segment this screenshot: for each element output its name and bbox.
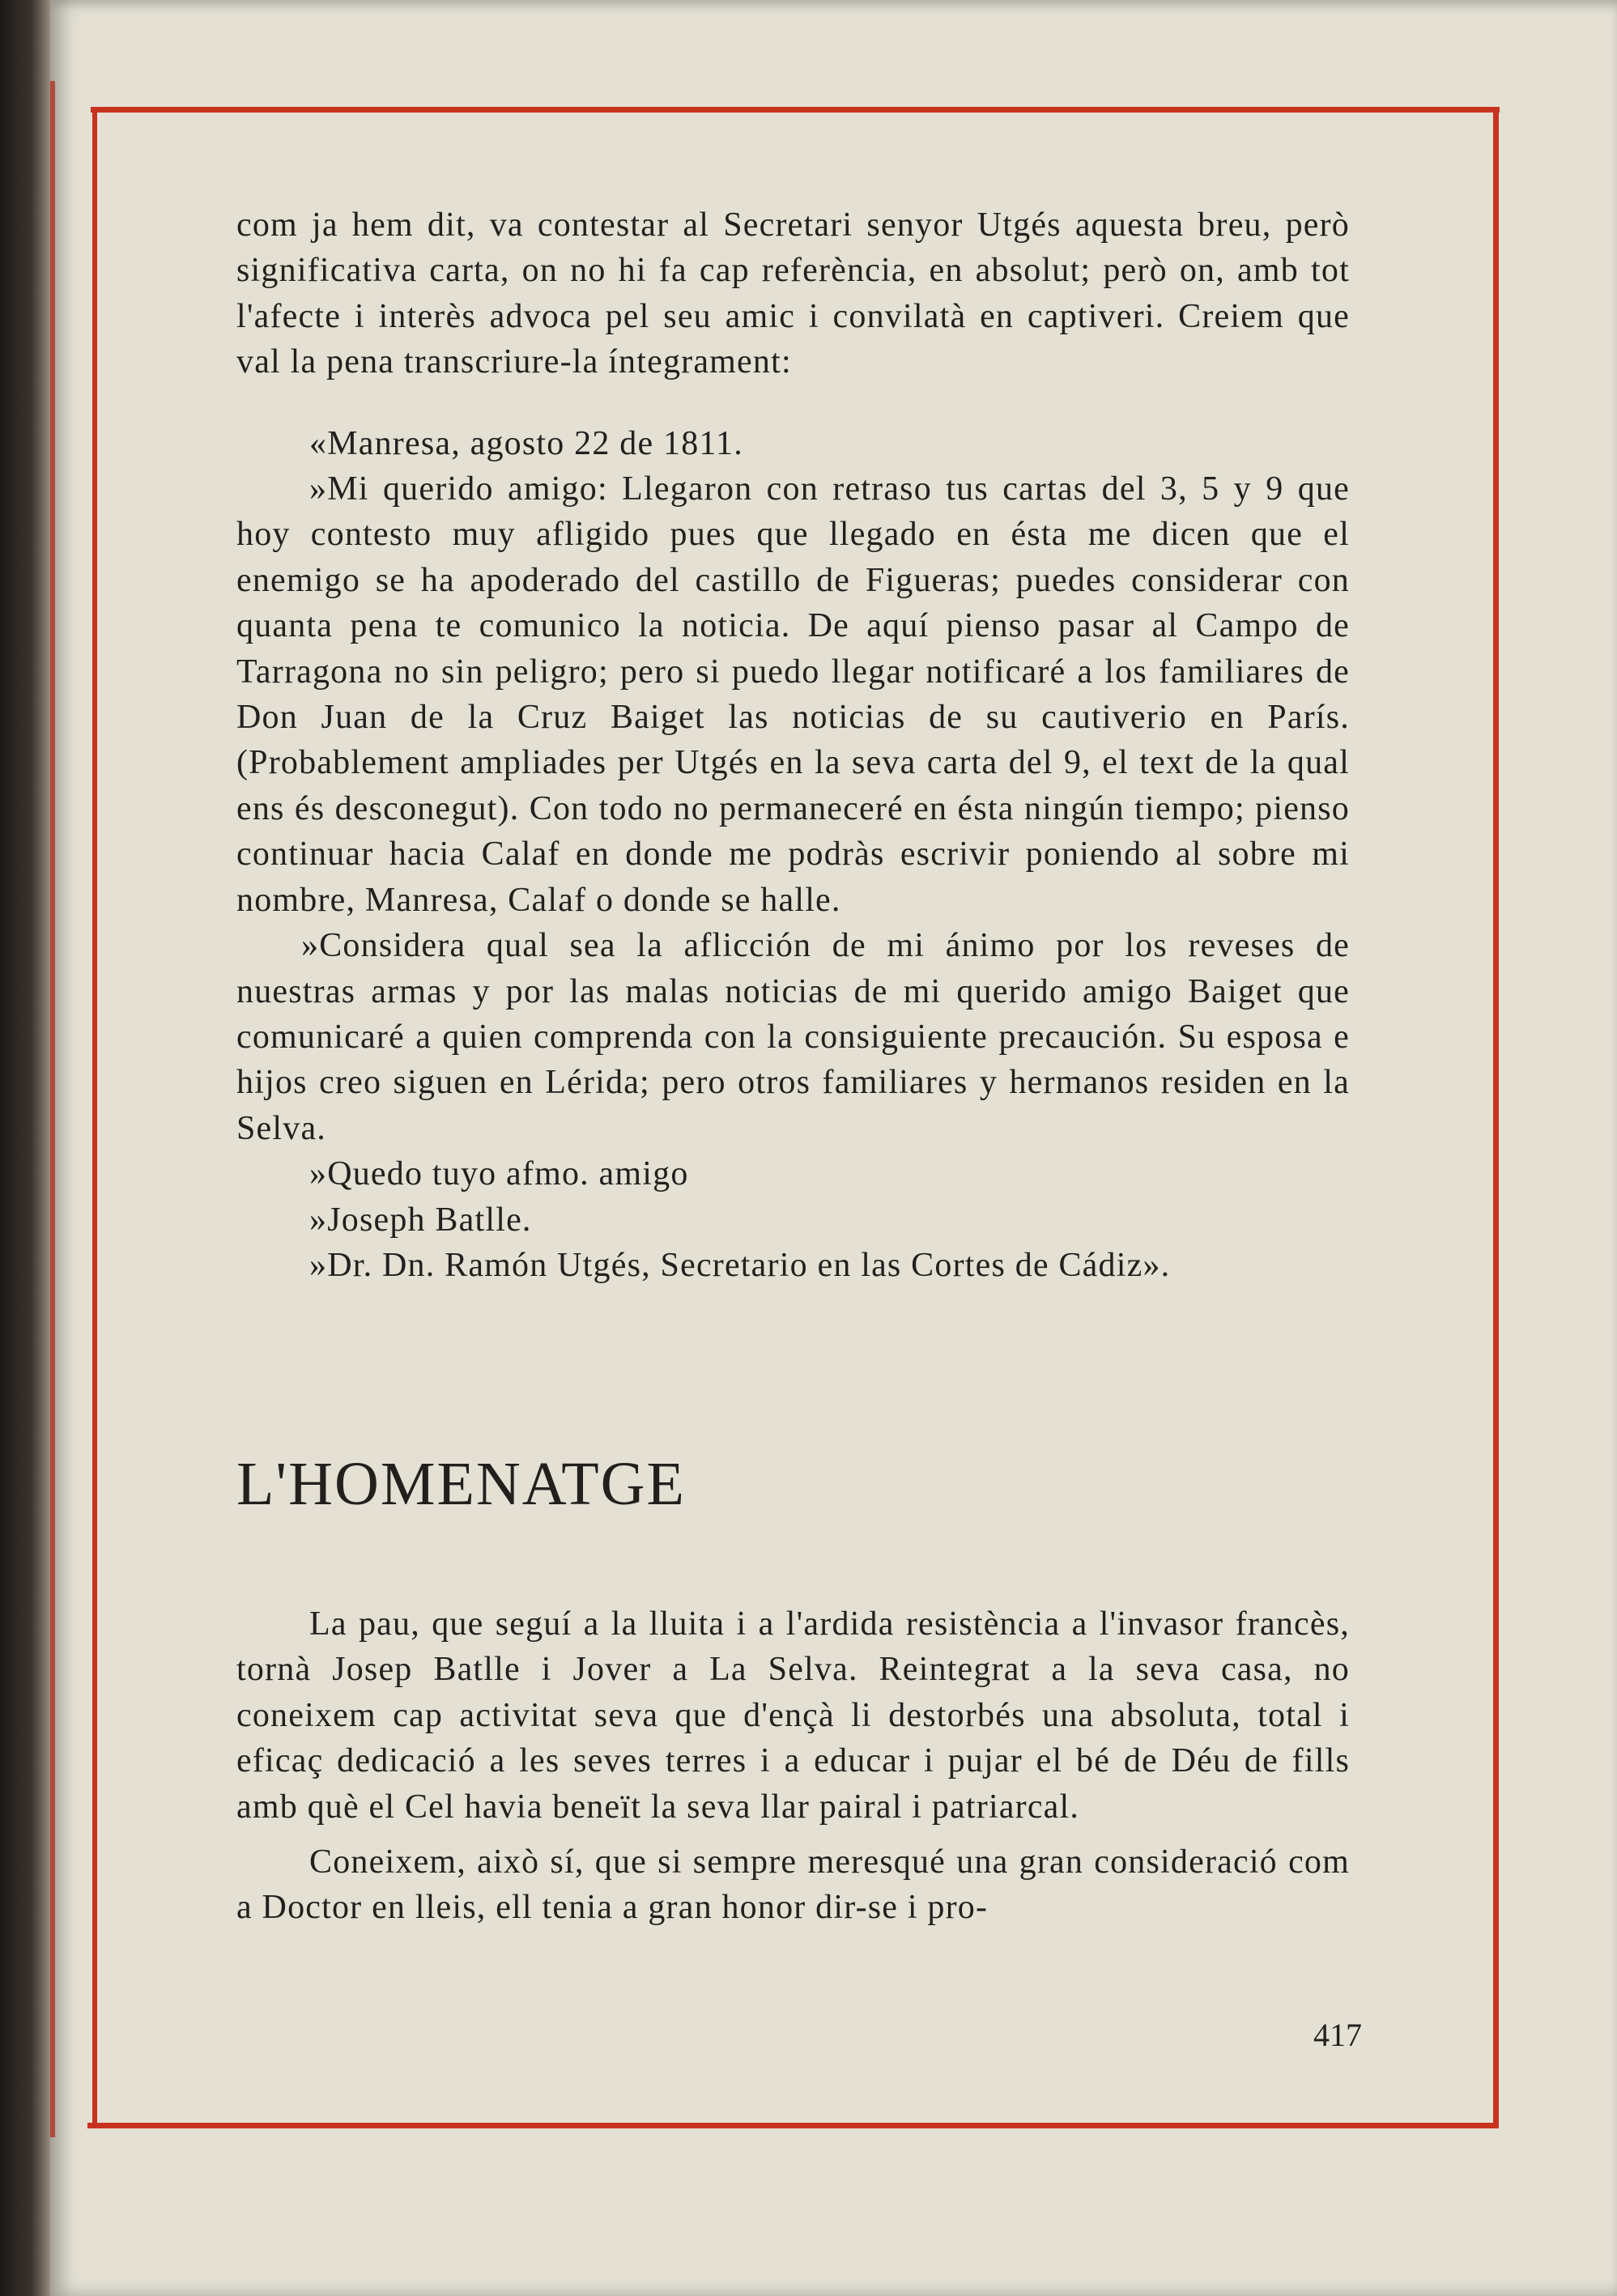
frame-border-top	[91, 107, 1500, 113]
book-binding	[0, 0, 57, 2296]
letter-date-line: «Manresa, agosto 22 de 1811.	[309, 424, 743, 462]
frame-border-right	[1493, 112, 1499, 2128]
page-number: 417	[1313, 2017, 1362, 2053]
frame-border-left	[92, 107, 97, 2128]
letter-text-block	[236, 202, 1350, 1288]
letter-signature: »Joseph Batlle.	[309, 1201, 532, 1239]
spacer	[236, 1830, 1350, 1839]
frame-border-bottom	[87, 2123, 1498, 2128]
spacer	[236, 385, 1350, 421]
book-page	[50, 0, 1617, 2296]
letter-paragraph-1: »Mi querido amigo: Llegaron con retraso tus cartas del 3, 5 y 9 que hoy contesto muy afligido pues que llegado en ésta me dicen que el enemigo se ha apoderado del castillo de Figueras; puedes considerar con quanta pena te comunico la noticia. De aquí pienso pasar al Campo de Tarragona no sin peligro; pero si puedo llegar notificaré a los familiares de Don Juan de la Cruz Baiget las noticias de su cautiverio en París. (Probablement ampliades per Utgés en la seva carta del 9, el text de la qual ens és desconegut). Con todo no permaneceré en ésta ningún tiempo; pienso continuar hacia Calaf en donde me podràs escrivir poniendo al sobre mi nombre, Manresa, Calaf o donde se halle.	[236, 470, 1350, 919]
section-paragraph-1: La pau, que seguí a la lluita i a l'ardida resistència a l'invasor francès, tornà Josep Batlle i Jover a La Selva. Reintegrat a la seva casa, no coneixem cap activitat seva que d'ençà li destorbés una absoluta, total i eficaç dedicació a les seves terres i a educar i pujar el bé de Déu de fills amb què el Cel havia beneït la seva llar pairal i patriarcal.	[236, 1605, 1350, 1826]
letter-paragraph-2: »Considera qual sea la aflicción de mi ánimo por los reveses de nuestras armas y por las malas noticias de mi querido amigo Baiget que comunicaré a quien comprenda con la consiguiente precaución. Su esposa e hijos creo siguen en Lérida; pero otros familiares y hermanos residen en la Selva.	[236, 927, 1350, 1147]
section-text-block	[236, 1601, 1350, 1931]
section-paragraph-2: Coneixem, això sí, que si sempre meresqué una gran consideració com a Doctor en lleis, ell tenia a gran honor dir-se i pro-	[236, 1843, 1350, 1927]
letter-closing: »Quedo tuyo afmo. amigo	[309, 1155, 689, 1193]
intro-paragraph: com ja hem dit, va contestar al Secretari senyor Utgés aquesta breu, però significativa carta, on no hi fa cap referència, en absolut; però on, amb tot l'afecte i interès advoca pel seu amic i convilatà en captiveri. Creiem que val la pena transcriure-la íntegrament:	[236, 206, 1350, 381]
page-edge-stain	[50, 81, 55, 2137]
section-heading: L'HOMENATGE	[236, 1450, 686, 1518]
letter-addressee: »Dr. Dn. Ramón Utgés, Secretario en las Cortes de Cádiz».	[309, 1246, 1171, 1284]
